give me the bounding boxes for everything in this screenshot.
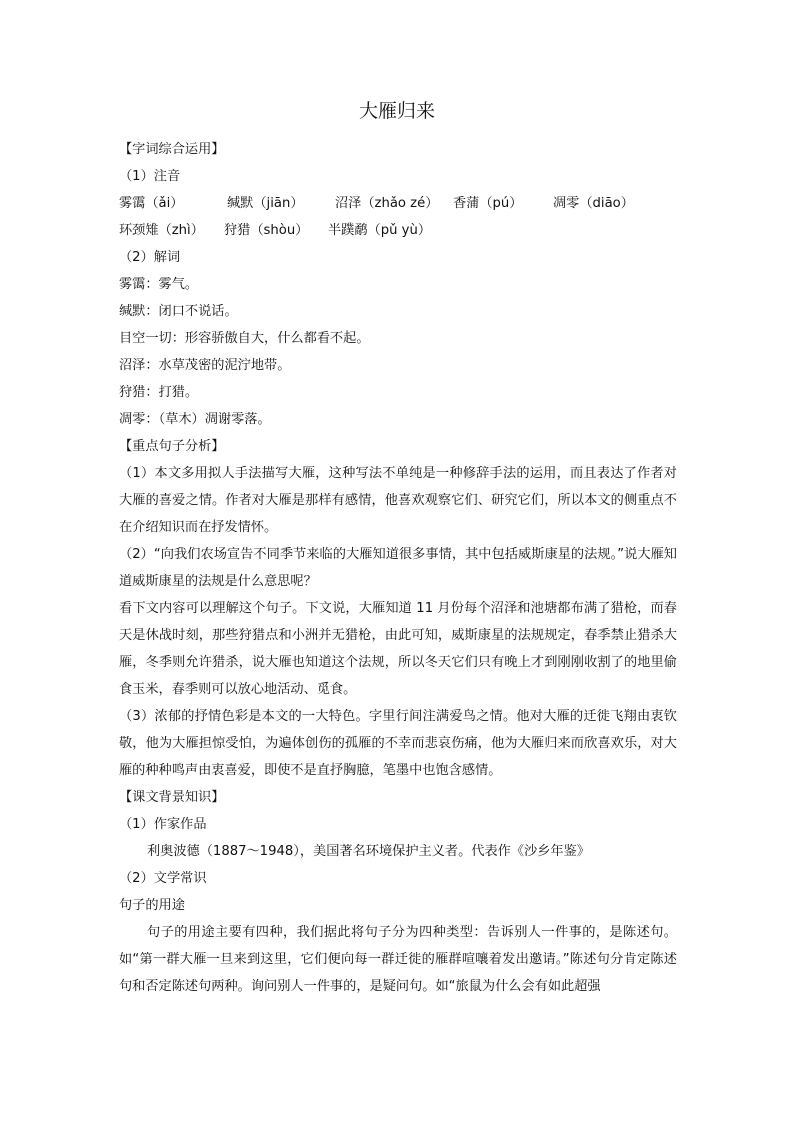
pinyin-item: 沼泽（zhǎo zé） <box>335 196 439 211</box>
definition-item: 沼泽：水草茂密的泥泞地带。 <box>119 358 291 373</box>
pinyin-row-1 <box>119 190 677 217</box>
subheading-author-works: （1）作家作品 <box>119 817 207 832</box>
analysis-paragraph-4: （3）浓郁的抒情色彩是本文的一大特色。字里行间注满爱鸟之情。他对大雁的迁徙飞翔由衷钦敬，他为大雁担惊受怕，为遍体创伤的孤雁的不幸而悲哀伤痛，他为大雁归来而欣喜欢乐，对大雁的种种鸣声由衷喜爱，即使不是直抒胸臆，笔墨中也饱含感情。 <box>119 709 677 778</box>
subheading-literary-knowledge: （2）文学常识 <box>119 871 207 886</box>
pinyin-item: 香蒲（pú） <box>453 196 523 211</box>
sentence-usage-paragraph: 句子的用途主要有四种，我们据此将句子分为四种类型：告诉别人一件事的，是陈述句。如“第一群大雁一旦来到这里，它们便向每一群迁徙的雁群喧嚷着发出邀请。”陈述句分肯定陈述句和否定陈述句两种。询问别人一件事的，是疑问句。如“旅鼠为什么会有如此超强 <box>119 925 677 994</box>
topic-title: 句子的用途 <box>119 898 185 913</box>
analysis-paragraph-2: （2）“向我们农场宣告不同季节来临的大雁知道很多事情，其中包括威斯康星的法规。”说大雁知道威斯康星的法规是什么意思呢？ <box>119 547 677 589</box>
definition-item: 狩猎：打猎。 <box>119 385 199 400</box>
subheading-pronunciation: （1）注音 <box>119 169 181 184</box>
analysis-paragraph-1: （1）本文多用拟人手法描写大雁，这种写法不单纯是一种修辞手法的运用，而且表达了作者对大雁的喜爱之情。作者对大雁是那样有感情，他喜欢观察它们、研究它们，所以本文的侧重点不在介绍知识而在抒发情怀。 <box>119 466 677 535</box>
subheading-definitions: （2）解词 <box>119 250 181 265</box>
section-heading-background: 【课文背景知识】 <box>119 790 225 805</box>
pinyin-item: 雾霭（ǎi） <box>119 196 184 211</box>
pinyin-item: 缄默（jiān） <box>227 196 304 211</box>
analysis-paragraph-3: 看下文内容可以理解这个句子。下文说，大雁知道 11 月份每个沼泽和池塘都布满了猎枪，而春天是休战时刻，那些狩猎点和小洲并无猎枪，由此可知，威斯康星的法规规定，春季禁止猎杀大雁，冬季则允许猎杀，说大雁也知道这个法规，所以冬天它们只有晚上才到刚刚收割了的地里偷食玉米，春季则可以放心地活动、觅食。 <box>119 601 677 697</box>
pinyin-row-2 <box>119 217 677 244</box>
definition-item: 雾霭：雾气。 <box>119 277 199 292</box>
pinyin-item: 凋零（diāo） <box>553 196 634 211</box>
pinyin-item: 狩猎（shòu） <box>224 223 309 238</box>
document-body <box>119 136 677 1000</box>
section-heading-key-sentences: 【重点句子分析】 <box>119 439 225 454</box>
document-title: 大雁归来 <box>358 100 435 122</box>
section-heading-vocabulary: 【字词综合运用】 <box>119 142 225 157</box>
definition-item: 目空一切：形容骄傲自大，什么都看不起。 <box>119 331 370 346</box>
definition-item: 凋零：（草木）凋谢零落。 <box>119 412 271 427</box>
author-info: 利奥波德（1887～1948），美国著名环境保护主义者。代表作《沙乡年鉴》 <box>147 844 590 859</box>
definition-item: 缄默：闭口不说话。 <box>119 304 238 319</box>
pinyin-item: 环颈雉（zhì） <box>119 223 204 238</box>
pinyin-item: 半蹼鹬（pǔ yù） <box>328 223 432 238</box>
